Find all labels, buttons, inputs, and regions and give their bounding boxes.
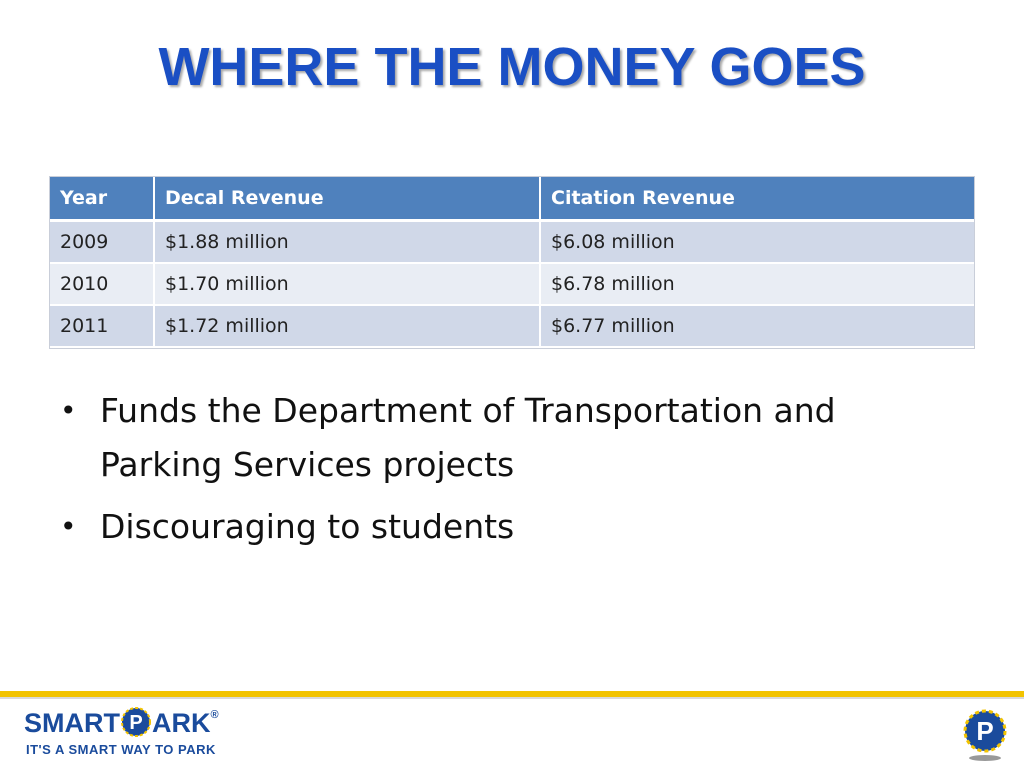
cell-year: 2010 xyxy=(50,263,154,305)
column-header-decal-revenue: Decal Revenue xyxy=(154,177,540,221)
cell-year: 2009 xyxy=(50,221,154,264)
bullet-dot-icon: • xyxy=(60,510,77,543)
logo-badge-letter: P xyxy=(129,712,143,734)
smartpark-logo xyxy=(24,707,219,739)
bullet-item xyxy=(56,384,956,492)
registered-mark: ® xyxy=(210,709,219,721)
cell-citation-revenue: $6.77 million xyxy=(540,305,974,347)
table-row xyxy=(50,221,974,264)
cell-decal-revenue: $1.72 million xyxy=(154,305,540,347)
table-header-row xyxy=(50,177,974,221)
bullet-item xyxy=(56,500,956,554)
logo-tagline: IT'S A SMART WAY TO PARK xyxy=(26,742,216,757)
corner-badge-letter: P xyxy=(976,716,994,746)
revenue-table xyxy=(50,177,974,348)
cell-citation-revenue: $6.78 million xyxy=(540,263,974,305)
cell-year: 2011 xyxy=(50,305,154,347)
column-header-year: Year xyxy=(50,177,154,221)
bullet-dot-icon: • xyxy=(60,394,77,427)
cell-decal-revenue: $1.88 million xyxy=(154,221,540,264)
logo-text-prefix: SMART xyxy=(24,708,120,738)
corner-parking-icon xyxy=(960,708,1010,762)
cell-decal-revenue: $1.70 million xyxy=(154,263,540,305)
column-header-citation-revenue: Citation Revenue xyxy=(540,177,974,221)
bullet-text: Funds the Department of Transportation and Parking Services projects xyxy=(100,391,836,484)
table-row xyxy=(50,263,974,305)
slide-title: WHERE THE MONEY GOES xyxy=(158,37,866,97)
parking-badge-icon xyxy=(121,707,151,737)
footer-divider-shadow xyxy=(0,697,1024,699)
table-row xyxy=(50,305,974,347)
logo-text-suffix: ARK xyxy=(152,708,211,738)
bullet-text: Discouraging to students xyxy=(100,507,515,546)
cell-citation-revenue: $6.08 million xyxy=(540,221,974,264)
bullet-list xyxy=(56,384,956,562)
